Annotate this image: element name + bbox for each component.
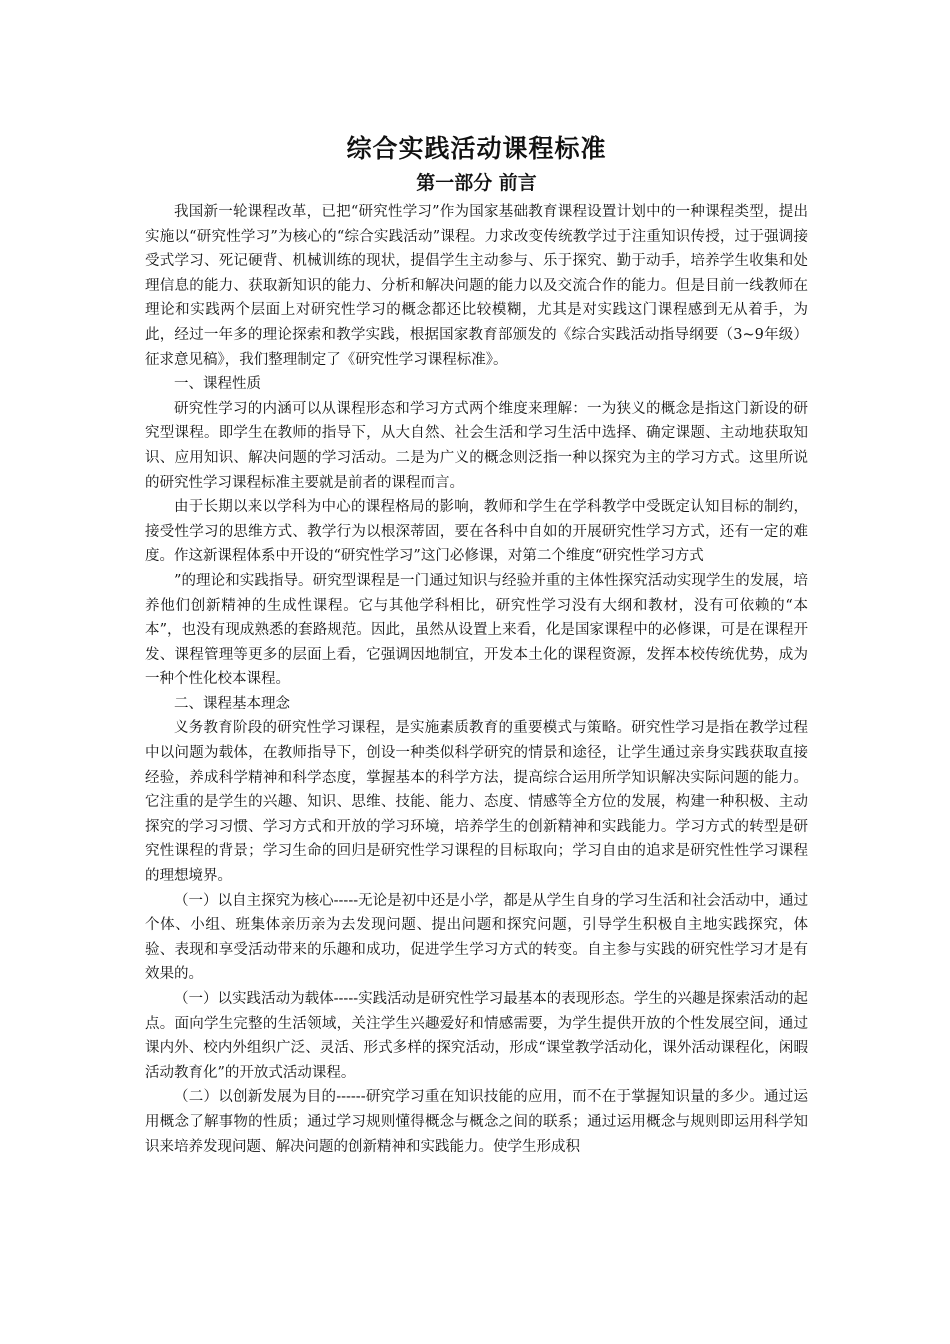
course-nature-paragraph-2: 由于长期以来以学科为中心的课程格局的影响，教师和学生在学科教学中受既定认知目标的制约，接受性学习的思维方式、教学行为以根深蒂固，要在各科中自如的开展研究性学习方式，还有一定的难度。作这新课程体系中开设的“研究性学习”这门必修课，对第二个维度“研究性学习方式 xyxy=(145,499,808,565)
basic-concepts-paragraph-4: （二）以创新发展为目的------研究学习重在知识技能的应用，而不在于掌握知识量的多少。通过运用概念了解事物的性质；通过学习规则懂得概念与概念之间的联系；通过运用概念与规则即运用科学知识来培养发现问题、解决问题的创新精神和实践能力。使学生形成积 xyxy=(145,1089,808,1155)
section-heading-basic-concepts: 二、课程基本理念 xyxy=(174,695,290,712)
document-title: 综合实践活动课程标准 xyxy=(346,134,607,163)
document-page xyxy=(145,130,808,1159)
course-nature-paragraph-3: ”的理论和实践指导。研究型课程是一门通过知识与经验并重的主体性探究活动实现学生的发展，培养他们创新精神的生成性课程。它与其他学科相比，研究性学习没有大纲和教材，没有可依赖的“本本”，也没有现成熟悉的套路规范。因此，虽然从设置上来看，化是国家课程中的必修课，可是在课程开发、课程管理等更多的层面上看，它强调因地制宜，开发本土化的课程资源，发挥本校传统优势，成为一种个性化校本课程。 xyxy=(145,572,808,688)
basic-concepts-paragraph-2: （一）以自主探究为核心-----无论是初中还是小学，都是从学生自身的学习生活和社会活动中，通过个体、小组、班集体亲历亲为去发现问题、提出问题和探究问题，引导学生积极自主地实践探究，体验、表现和享受活动带来的乐趣和成功，促进学生学习方式的转变。自主参与实践的研究性学习才是有效果的。 xyxy=(145,892,808,983)
section-heading-course-nature: 一、课程性质 xyxy=(174,376,261,393)
basic-concepts-paragraph-1: 义务教育阶段的研究性学习课程，是实施素质教育的重要模式与策略。研究性学习是指在教学过程中以问题为载体，在教师指导下，创设一种类似科学研究的情景和途径，让学生通过亲身实践获取直接经验，养成科学精神和科学态度，掌握基本的科学方法，提高综合运用所学知识解决实际问题的能力。它注重的是学生的兴趣、知识、思维、技能、能力、态度、情感等全方位的发展，构建一种积极、主动探究的学习习惯、学习方式和开放的学习环境，培养学生的创新精神和实践能力。学习方式的转型是研究性课程的背景；学习生命的回归是研究性学习课程的目标取向；学习自由的追求是研究性性学习课程的理想境界。 xyxy=(145,720,808,885)
course-nature-paragraph-1: 研究性学习的内涵可以从课程形态和学习方式两个维度来理解：一为狭义的概念是指这门新设的研究型课程。即学生在教师的指导下，从大自然、社会生活和学习生活中选择、确定课题、主动地获取知识、应用知识、解决问题的学习活动。二是为广义的概念则泛指一种以探究为主的学习方式。这里所说的研究性学习课程标准主要就是前者的课程而言。 xyxy=(145,400,808,491)
intro-paragraph: 我国新一轮课程改革，已把“研究性学习”作为国家基础教育课程设置计划中的一种课程类型，提出实施以“研究性学习”为核心的“综合实践活动”课程。力求改变传统教学过于注重知识传授，过于强调接受式学习、死记硬背、机械训练的现状，提倡学生主动参与、乐于探究、勤于动手，培养学生收集和处理信息的能力、获取新知识的能力、分析和解决问题的能力以及交流合作的能力。但是目前一线教师在理论和实践两个层面上对研究性学习的概念都还比较模糊，尤其是对实践这门课程感到无从着手，为此，经过一年多的理论探索和教学实践，根据国家教育部颁发的《综合实践活动指导纲要（3~9年级）征求意见稿》，我们整理制定了《研究性学习课程标准》。 xyxy=(145,204,808,368)
basic-concepts-paragraph-3: （一）以实践活动为载体-----实践活动是研究性学习最基本的表现形态。学生的兴趣是探索活动的起点。面向学生完整的生活领域，关注学生兴趣爱好和情感需要，为学生提供开放的个性发展空间，通过课内外、校内外组织广泛、灵活、形式多样的探究活动，形成“课堂教学活动化，课外活动课程化，闲暇活动教育化”的开放式活动课程。 xyxy=(145,991,808,1081)
part-title: 第一部分 前言 xyxy=(416,172,537,194)
